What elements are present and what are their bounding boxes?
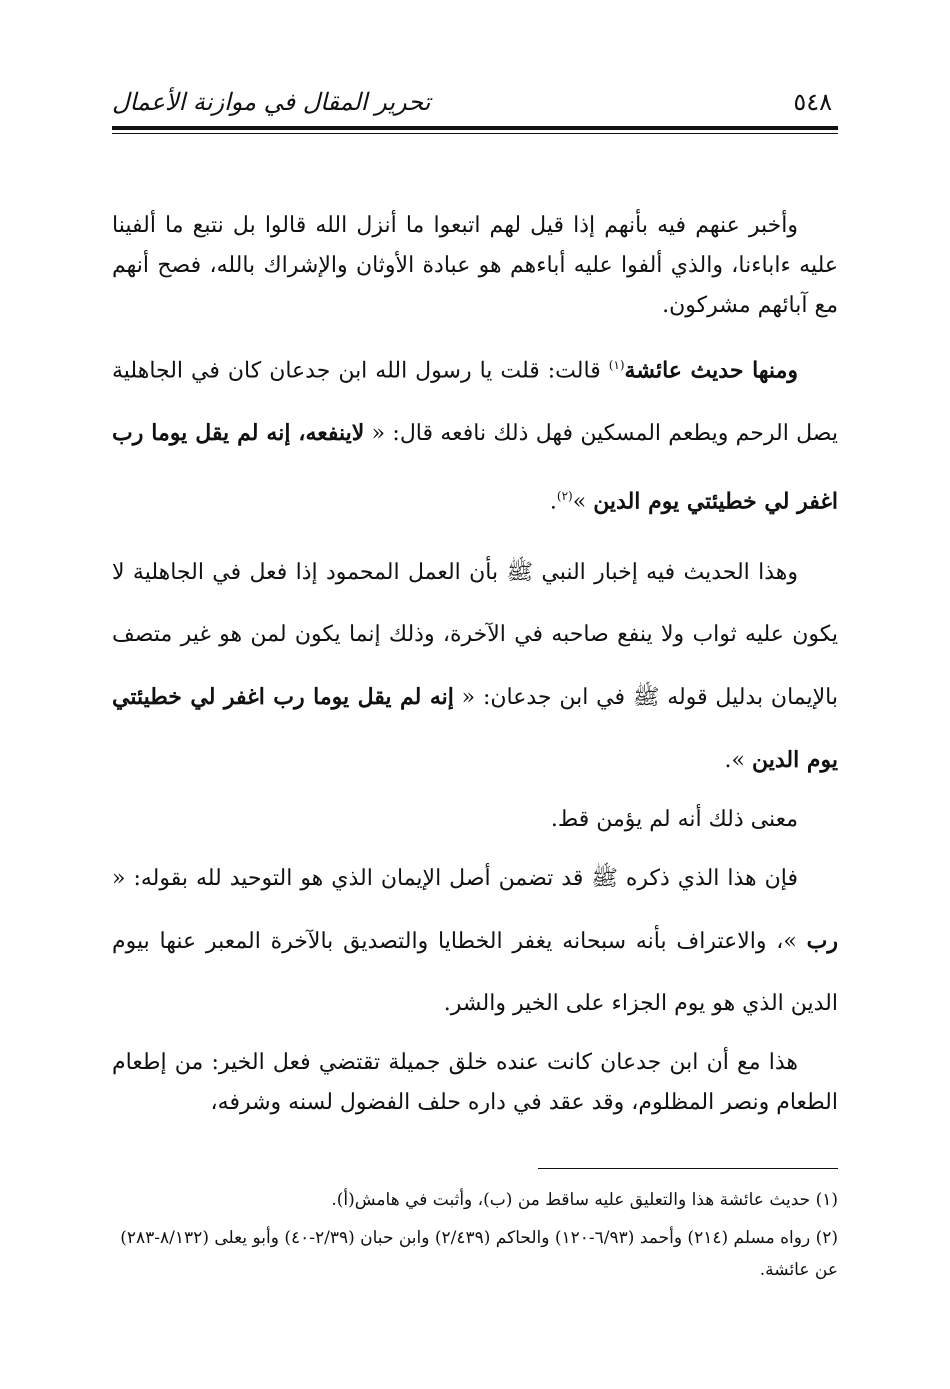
- paragraph-2: [112, 334, 838, 534]
- footnote-2: (٢) رواه مسلم (٢١٤) وأحمد (٦/٩٣-١٢٠) والحاكم (٢/٤٣٩) وابن حبان (٢/٣٩-٤٠) وأبو يعلى (٨/١٣٢-٢٨٣) عن عائشة.: [120, 1228, 838, 1280]
- paragraph-6: هذا مع أن ابن جدعان كانت عنده خلق جميلة تقتضي فعل الخير: من إطعام الطعام ونصر المظلوم، وقد عقد في داره حلف الفضول لسنه وشرفه،: [112, 1049, 838, 1115]
- footnote-ref-1: (١): [608, 358, 625, 372]
- paragraph-2-lead: ومنها حديث عائشة: [624, 357, 798, 384]
- paragraph-2-quote: لاينفعه، إنه لم يقل يوما رب اغفر لي خطيئتي يوم الدين: [112, 420, 838, 515]
- paragraph-5-end: »، والاعتراف بأنه سبحانه يغفر الخطايا والتصديق بالآخرة المعبر عنها بيوم الدين الذي هو يوم الجزاء على الخير والشر.: [112, 928, 838, 1016]
- paragraph-2-close: »: [572, 489, 594, 515]
- paragraph-2-text: قالت: قلت يا رسول الله ابن جدعان كان في الجاهلية يصل الرحم ويطعم المسكين فهل ذلك نافعه قال: «: [112, 358, 838, 447]
- footnotes: [112, 1184, 838, 1292]
- header-rule-thin: [112, 133, 838, 134]
- book-title: تحرير المقال في موازنة الأعمال: [112, 88, 431, 116]
- paragraph-5-bold: رب: [806, 927, 838, 954]
- footnote-1: (١) حديث عائشة هذا والتعليق عليه ساقط من (ب)، وأثبت في هامش(أ).: [331, 1190, 838, 1210]
- paragraph-1: وأخبر عنهم فيه بأنهم إذا قيل لهم اتبعوا ما أنزل الله قالوا بل نتبع ما ألفينا عليه ءاباءنا، والذي ألفوا عليه أباءهم هو عبادة الأوثان والإشراك بالله، فصح أنهم مع آبائهم مشركون.: [112, 213, 838, 318]
- footnote-ref-2: (٢): [556, 489, 573, 504]
- paragraph-3-quote: إنه لم يقل يوما رب اغفر لي خطيئتي يوم الدين: [112, 683, 838, 773]
- main-text: [112, 206, 838, 1131]
- header-rule-thick: [112, 126, 838, 130]
- paragraph-4: معنى ذلك أنه لم يؤمن قط.: [550, 806, 798, 832]
- paragraph-2-end: .: [549, 489, 557, 515]
- paragraph-3: [112, 542, 838, 792]
- running-header: [112, 88, 838, 124]
- paragraph-5: [112, 848, 838, 1035]
- footnote-rule: [538, 1168, 838, 1169]
- paragraph-3-text: وهذا الحديث فيه إخبار النبي ﷺ بأن العمل المحمود إذا فعل في الجاهلية لا يكون عليه ثواب ولا ينفع صاحبه في الآخرة، وذلك إنما يكون لمن هو غير متصف بالإيمان بدليل قوله ﷺ في ابن جدعان: «: [112, 559, 838, 710]
- paragraph-5-text: فإن هذا الذي ذكره ﷺ قد تضمن أصل الإيمان الذي هو التوحيد لله بقوله: «: [112, 865, 798, 891]
- paragraph-3-end: ».: [724, 747, 752, 773]
- page-number: ٥٤٨: [793, 88, 832, 116]
